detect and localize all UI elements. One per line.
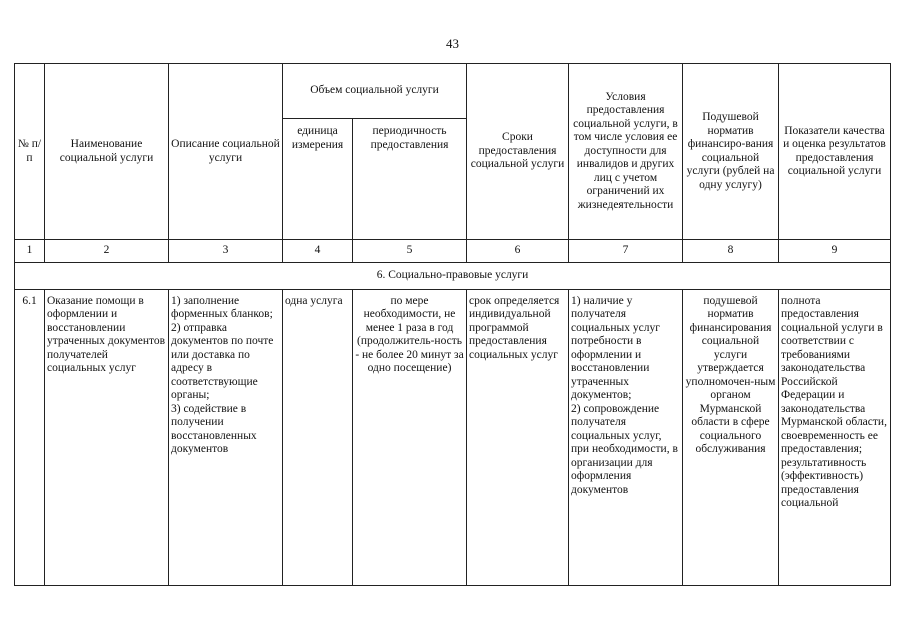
column-number: 2 <box>45 240 169 263</box>
row-description <box>169 289 283 585</box>
row-terms: срок определяется индивидуальной программой предоставления социальных услуг <box>467 289 569 585</box>
column-numbers-row <box>15 240 891 263</box>
header-conditions: Условия предоставления социальной услуги, в том числе условия ее доступности для инвалидов и других лиц с учетом ограничений их жизнедеятельности <box>569 64 683 240</box>
row-conditions <box>569 289 683 585</box>
row-norm: подушевой норматив финансирования социальной услуги утверждается уполномочен-ным органом Мурманской области в сфере социального обслуживания <box>683 289 779 585</box>
description-item: 2) отправка документов по почте или доставка по адресу в соответствующие органы; <box>171 321 274 401</box>
header-periodicity: периодичность предоставления <box>353 119 467 240</box>
column-number: 8 <box>683 240 779 263</box>
header-volume-group: Объем социальной услуги <box>283 64 467 119</box>
header-norm: Подушевой норматив финансиро-вания социальной услуги (рублей на одну услугу) <box>683 64 779 240</box>
description-item: 3) содействие в получении восстановленных документов <box>171 402 257 455</box>
header-unit: единица измерения <box>283 119 353 240</box>
section-row <box>15 263 891 290</box>
description-item: 1) заполнение форменных бланков; <box>171 294 273 320</box>
row-unit: одна услуга <box>283 289 353 585</box>
column-number: 1 <box>15 240 45 263</box>
row-periodicity: по мере необходимости, не менее 1 раза в год (продолжитель-ность - не более 20 минут за одно посещение) <box>353 289 467 585</box>
page-number: 43 <box>446 36 459 51</box>
condition-item: 1) наличие у получателя социальных услуг потребности в оформлении и восстановлении утраченных документов; <box>571 294 660 401</box>
column-number: 7 <box>569 240 683 263</box>
column-number: 5 <box>353 240 467 263</box>
header-name: Наименование социальной услуги <box>45 64 169 240</box>
table-row <box>15 289 891 585</box>
header-terms: Сроки предоставления социальной услуги <box>467 64 569 240</box>
header-quality: Показатели качества и оценка результатов предоставления социальной услуги <box>779 64 891 240</box>
condition-item: 2) сопровождение получателя социальных услуг, при необходимости, в организации для оформления документов <box>571 402 678 496</box>
header-row-1 <box>15 64 891 119</box>
header-num: № п/п <box>15 64 45 240</box>
column-number: 4 <box>283 240 353 263</box>
row-name: Оказание помощи в оформлении и восстановлении утраченных документов получателей социальных услуг <box>45 289 169 585</box>
services-table <box>14 63 891 586</box>
column-number: 9 <box>779 240 891 263</box>
row-quality: полнота предоставления социальной услуги в соответствии с требованиями законодательства Российской Федерации и законодательства Мурманской области, своевременность ее предоставления; результативность (эффективность) предоставления социальной <box>779 289 891 585</box>
header-description: Описание социальной услуги <box>169 64 283 240</box>
row-num: 6.1 <box>15 289 45 585</box>
column-number: 6 <box>467 240 569 263</box>
column-number: 3 <box>169 240 283 263</box>
section-title: 6. Социально-правовые услуги <box>15 263 891 290</box>
